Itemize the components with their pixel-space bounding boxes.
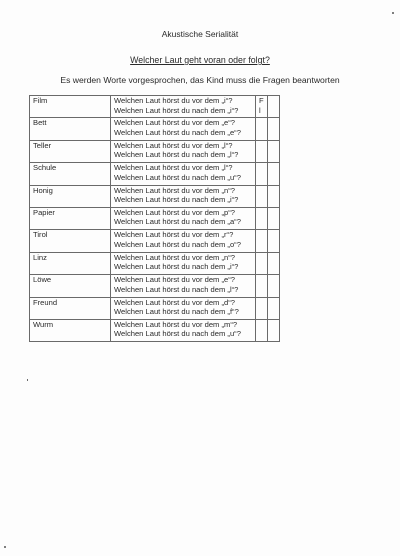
question-after: Welchen Laut hörst du nach dem „u“? bbox=[114, 172, 241, 182]
answer-cell bbox=[256, 118, 268, 140]
word-cell: Film bbox=[30, 96, 111, 118]
question-after: Welchen Laut hörst du nach dem „u“? bbox=[114, 329, 241, 339]
answer-before: F bbox=[259, 96, 264, 105]
empty-cell bbox=[268, 207, 280, 229]
question-cell bbox=[111, 96, 256, 118]
question-cell bbox=[111, 163, 256, 185]
question-after: Welchen Laut hörst du nach dem „i“? bbox=[114, 105, 239, 115]
answer-cell bbox=[256, 140, 268, 162]
word-cell: Löwe bbox=[30, 275, 111, 297]
question-cell bbox=[111, 297, 256, 319]
question-before: Welchen Laut hörst du vor dem „e“? bbox=[114, 118, 235, 128]
word-cell: Schule bbox=[30, 163, 111, 185]
question-cell bbox=[111, 185, 256, 207]
table-row bbox=[30, 118, 280, 140]
word-cell: Papier bbox=[30, 207, 111, 229]
empty-cell bbox=[268, 185, 280, 207]
empty-cell bbox=[268, 96, 280, 118]
table-row bbox=[30, 230, 280, 252]
table-row bbox=[30, 207, 280, 229]
question-after: Welchen Laut hörst du nach dem „i“? bbox=[114, 262, 239, 272]
question-after: Welchen Laut hörst du nach dem „f“? bbox=[114, 307, 239, 317]
worksheet-question: Welcher Laut geht voran oder folgt? bbox=[130, 55, 270, 65]
question-cell bbox=[111, 275, 256, 297]
empty-cell bbox=[268, 275, 280, 297]
empty-cell bbox=[268, 118, 280, 140]
question-after: Welchen Laut hörst du nach dem „l“? bbox=[114, 284, 239, 294]
question-before: Welchen Laut hörst du vor dem „l“? bbox=[114, 140, 233, 150]
empty-cell bbox=[268, 252, 280, 274]
word-cell: Linz bbox=[30, 252, 111, 274]
question-before: Welchen Laut hörst du vor dem „n“? bbox=[114, 185, 235, 195]
word-cell: Freund bbox=[30, 297, 111, 319]
empty-cell bbox=[268, 163, 280, 185]
table-row bbox=[30, 252, 280, 274]
question-before: Welchen Laut hörst du vor dem „l“? bbox=[114, 163, 233, 173]
question-cell bbox=[111, 252, 256, 274]
worksheet-instruction: Es werden Worte vorgesprochen, das Kind muss die Fragen beantworten bbox=[60, 75, 340, 85]
question-cell bbox=[111, 207, 256, 229]
question-cell bbox=[111, 118, 256, 140]
answer-cell bbox=[256, 319, 268, 341]
question-cell bbox=[111, 230, 256, 252]
table-row bbox=[30, 163, 280, 185]
question-table bbox=[29, 95, 280, 342]
answer-cell bbox=[256, 297, 268, 319]
question-before: Welchen Laut hörst du vor dem „e“? bbox=[114, 275, 235, 285]
question-cell bbox=[111, 319, 256, 341]
question-after: Welchen Laut hörst du nach dem „e“? bbox=[114, 127, 241, 137]
scan-speck bbox=[27, 379, 28, 381]
answer-cell bbox=[256, 207, 268, 229]
question-after: Welchen Laut hörst du nach dem „o“? bbox=[114, 239, 241, 249]
question-before: Welchen Laut hörst du vor dem „m“? bbox=[114, 319, 238, 329]
answer-cell bbox=[256, 252, 268, 274]
answer-cell bbox=[256, 230, 268, 252]
empty-cell bbox=[268, 319, 280, 341]
question-after: Welchen Laut hörst du nach dem „l“? bbox=[114, 150, 239, 160]
answer-cell bbox=[256, 275, 268, 297]
question-before: Welchen Laut hörst du vor dem „n“? bbox=[114, 252, 235, 262]
answer-cell bbox=[256, 96, 268, 118]
answer-cell bbox=[256, 163, 268, 185]
word-cell: Bett bbox=[30, 118, 111, 140]
question-before: Welchen Laut hörst du vor dem „i“? bbox=[114, 96, 233, 105]
answer-cell bbox=[256, 185, 268, 207]
word-cell: Wurm bbox=[30, 319, 111, 341]
table-row bbox=[30, 140, 280, 162]
table-row bbox=[30, 185, 280, 207]
table-row bbox=[30, 275, 280, 297]
word-cell: Teller bbox=[30, 140, 111, 162]
word-cell: Honig bbox=[30, 185, 111, 207]
empty-cell bbox=[268, 297, 280, 319]
word-cell: Tirol bbox=[30, 230, 111, 252]
question-before: Welchen Laut hörst du vor dem „d“? bbox=[114, 297, 235, 307]
scan-speck bbox=[392, 12, 394, 14]
table-row bbox=[30, 96, 280, 118]
table-row bbox=[30, 319, 280, 341]
scan-speck bbox=[4, 546, 6, 548]
table-row bbox=[30, 297, 280, 319]
answer-after: l bbox=[259, 105, 261, 115]
empty-cell bbox=[268, 140, 280, 162]
empty-cell bbox=[268, 230, 280, 252]
question-cell bbox=[111, 140, 256, 162]
question-after: Welchen Laut hörst du nach dem „i“? bbox=[114, 195, 239, 205]
worksheet-title: Akustische Serialität bbox=[161, 29, 239, 39]
question-before: Welchen Laut hörst du vor dem „p“? bbox=[114, 207, 235, 217]
question-before: Welchen Laut hörst du vor dem „r“? bbox=[114, 230, 234, 240]
question-after: Welchen Laut hörst du nach dem „a“? bbox=[114, 217, 241, 227]
